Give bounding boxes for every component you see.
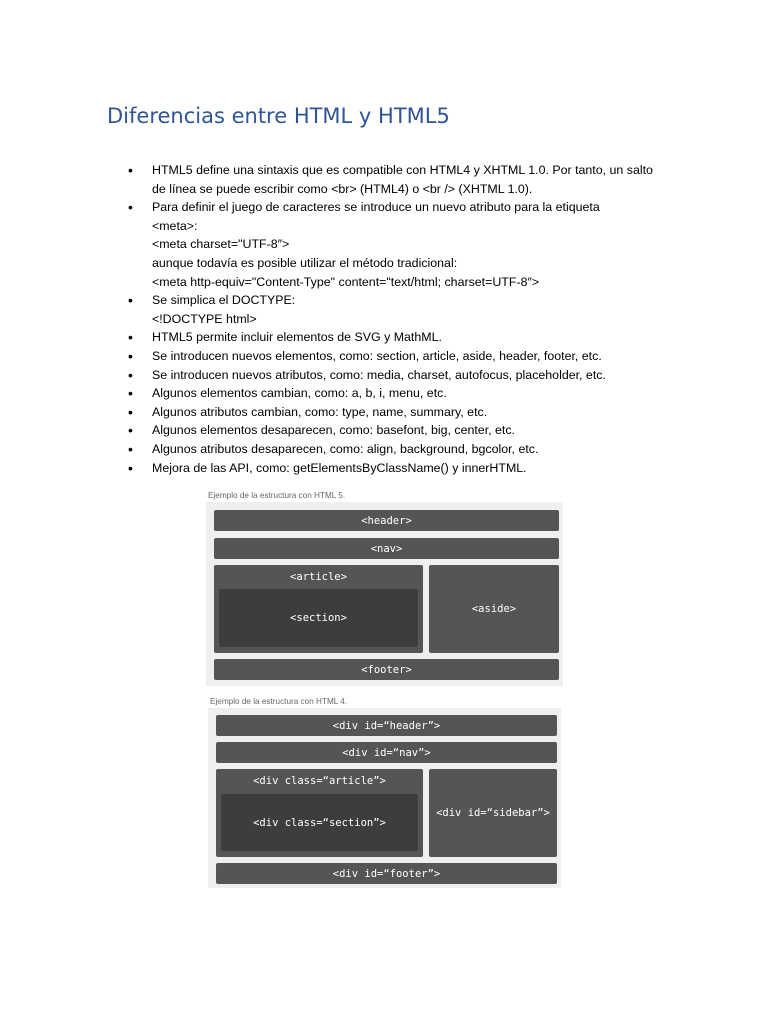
list-item-text: <!DOCTYPE html> — [152, 311, 257, 326]
article-label: <div class=“article”> — [253, 775, 386, 787]
bullet-icon: • — [128, 292, 133, 309]
figure-frame — [208, 708, 561, 888]
bullet-icon: • — [128, 366, 133, 383]
nav-block: <div id=“nav”> — [216, 742, 557, 763]
figure-frame — [206, 502, 563, 686]
article-label: <article> — [290, 571, 347, 583]
list-item-text: Algunos elementos desaparecen, como: basefont, big, center, etc. — [152, 423, 515, 438]
header-block: <div id=“header”> — [216, 715, 557, 736]
bullet-icon: • — [128, 329, 133, 346]
list-item-text: Se introducen nuevos atributos, como: media, charset, autofocus, placeholder, etc. — [152, 367, 606, 382]
html5-structure-figure — [206, 490, 563, 686]
list-item — [128, 161, 688, 198]
list-item — [128, 366, 688, 385]
footer-block: <div id=“footer”> — [216, 863, 557, 884]
list-item — [128, 403, 688, 422]
bullet-icon: • — [128, 440, 133, 457]
figure-caption: Ejemplo de la estructura con HTML 5. — [208, 491, 346, 500]
list-item — [128, 421, 688, 440]
list-item-text: Algunos atributos cambian, como: type, name, summary, etc. — [152, 404, 488, 419]
list-item-text: de línea se puede escribir como <br> (HTML4) o <br /> (XHTML 1.0). — [152, 181, 533, 196]
list-item-text: <meta>: — [152, 218, 198, 233]
list-item-text: HTML5 permite incluir elementos de SVG y MathML. — [152, 330, 442, 345]
list-item — [128, 347, 688, 366]
list-item-text: Se introducen nuevos elementos, como: section, article, aside, header, footer, etc. — [152, 348, 602, 363]
footer-block: <footer> — [214, 659, 559, 680]
bullet-icon: • — [128, 199, 133, 216]
section-block: <div class=“section”> — [221, 794, 418, 851]
list-item-text: Se simplica el DOCTYPE: — [152, 293, 296, 308]
article-block — [214, 565, 423, 653]
list-item — [128, 384, 688, 403]
figure-caption: Ejemplo de la estructura con HTML 4. — [210, 697, 348, 706]
bullet-icon: • — [128, 162, 133, 178]
list-item — [128, 328, 688, 347]
bullet-icon: • — [128, 385, 133, 402]
html4-structure-figure — [208, 696, 561, 888]
bullet-icon: • — [128, 403, 133, 420]
bullet-icon: • — [128, 422, 133, 439]
page-title: Diferencias entre HTML y HTML5 — [107, 104, 450, 128]
list-item-text: aunque todavía es posible utilizar el método tradicional: — [152, 255, 458, 270]
list-item-text: <meta http-equiv="Content-Type" content="text/html; charset=UTF-8″> — [152, 274, 540, 289]
list-item-text: Para definir el juego de caracteres se introduce un nuevo atributo para la etiqueta — [152, 200, 600, 215]
list-item-text: Mejora de las API, como: getElementsByClassName() y innerHTML. — [152, 460, 527, 475]
nav-block: <nav> — [214, 538, 559, 559]
list-item — [128, 291, 688, 328]
list-item — [128, 440, 688, 459]
article-block — [216, 769, 423, 857]
list-item-text: HTML5 define una sintaxis que es compatible con HTML4 y XHTML 1.0. Por tanto, un salto — [152, 163, 653, 177]
list-item-text: Algunos atributos desaparecen, como: align, background, bgcolor, etc. — [152, 441, 539, 456]
list-item — [128, 198, 688, 291]
list-item-text: Algunos elementos cambian, como: a, b, i, menu, etc. — [152, 386, 447, 401]
difference-list — [128, 161, 688, 477]
bullet-icon: • — [128, 459, 133, 476]
sidebar-block: <div id=“sidebar”> — [429, 769, 557, 857]
bullet-icon: • — [128, 347, 133, 364]
header-block: <header> — [214, 510, 559, 531]
list-item — [128, 459, 688, 478]
section-block: <section> — [219, 589, 418, 647]
list-item-text: <meta charset="UTF-8″> — [152, 237, 290, 252]
aside-block: <aside> — [429, 565, 559, 653]
